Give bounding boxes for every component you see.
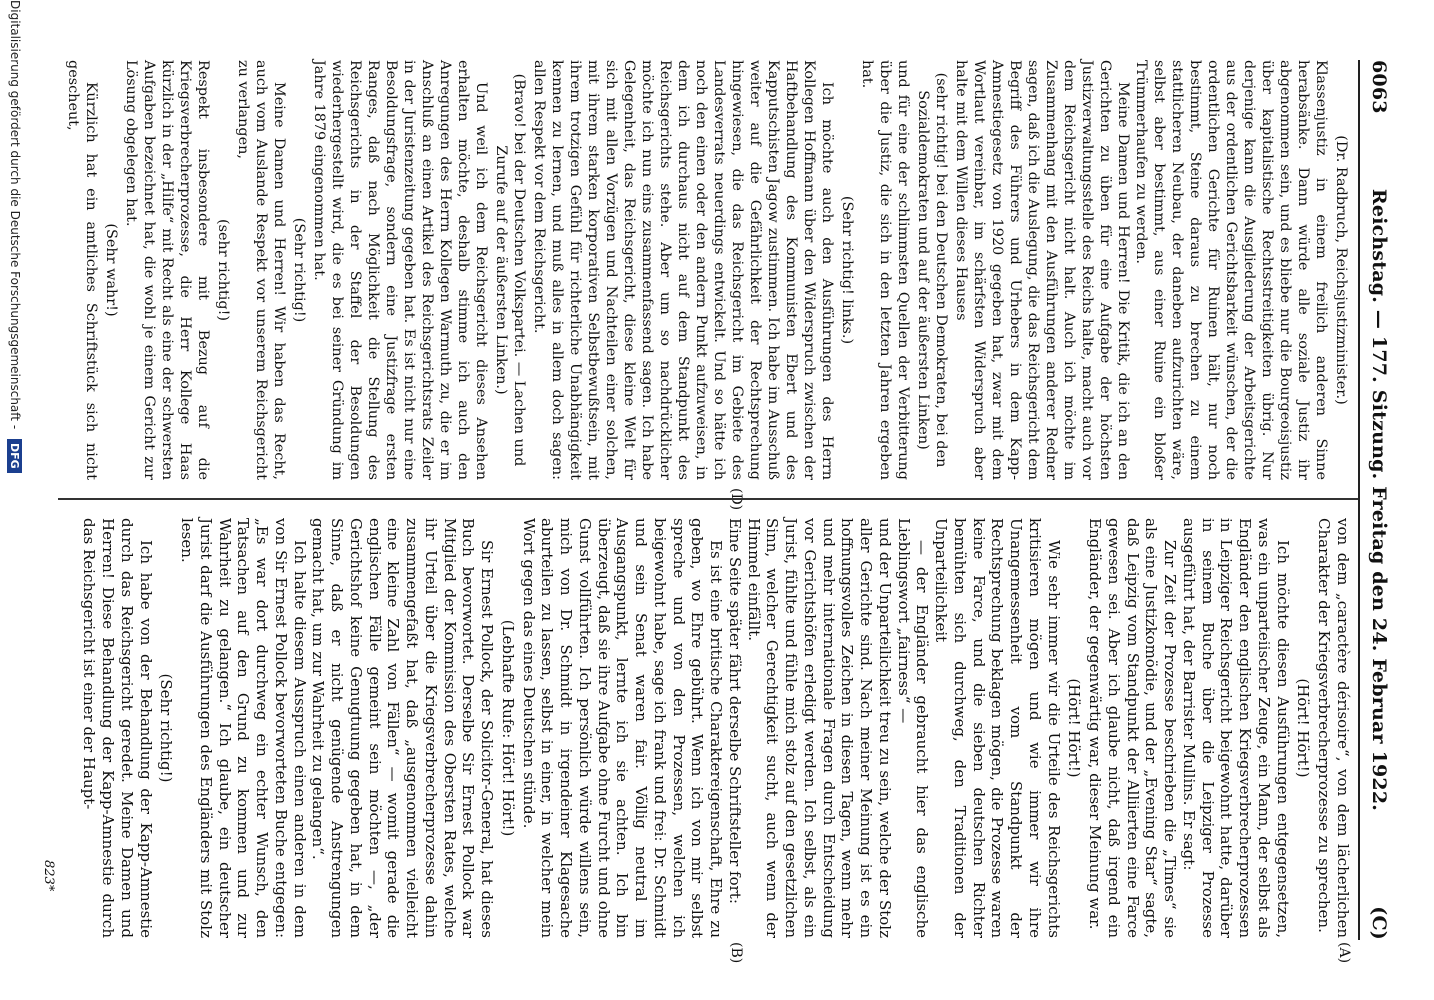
printer-signature: 823*: [41, 860, 56, 892]
paragraph: Klassenjustiz in einem freilich anderen Sinne herabsänke. Dann würde alle soziale Justiz ihr abgenommen sein, und es bliebe nur die Bourgeoisjustiz über kapitalistische Rechtsstreitigkeiten übrig. Nur derjenige kann die Ausgliederung der Arbeitsgerichte aus der ordentlichen Gerichtsbarkeit wünschen, der die ordentlichen Gerichte für Ruinen hält, nur noch bestimmt, Steine daraus zu brechen zu einem stattlicheren Neubau, der daneben aufzurichten wäre, selbst aber bestimmt, aus einer Ruine ein bloßer Trümmerhaufen zu werden.: [1133, 60, 1329, 480]
running-title: Reichstag. — 177. Sitzung. Freitag den 24. Februar 1922.: [1368, 188, 1390, 812]
digitization-footer: [0, 0, 22, 1000]
left-column: [64, 60, 1352, 480]
header-rule: [1358, 60, 1360, 940]
right-column: [80, 518, 1352, 938]
interjection: (Sehr richtig! links.): [839, 195, 855, 345]
quotation: und der Unparteilichkeit treu zu sein, welche der Stolz aller Gerichte sind. Nach meiner Meinung ist es ein hoffnungsvolles Zeichen in diesen Tagen, wenn mehr und mehr internationale Fragen durch Entscheidung vor Gerichtshöfen erledigt werden. Ich selbst, als ein Jurist, fühlte und fühle mich stolz auf den gesetzlichen Sinn, welcher Gerechtigkeit sucht, auch wenn der Himmel einfällt.: [744, 518, 894, 938]
paragraph: Und weil ich dem Reichsgericht dieses Ansehen erhalten möchte, deshalb stimme ich auch den Anregungen des Herrn Kollegen Warmuth zu, die er im Anschluß an einen Artikel des Reichsgerichtsrats Zeiler in der Juristenzeitung gegeben hat. Es ist nicht nur eine Besoldungsfrage, sondern eine Justizfrage ersten Ranges, daß nach Möglichkeit die Stellung des Reichsgerichts in der Staffel der Besoldungen wiederhergestellt wird, die es bei seiner Gründung im Jahre 1879 eingenommen hat.: [311, 60, 489, 480]
paragraph: Ich halte diesem Ausspruch einen anderen in dem von Sir Ernest Pollock bevorworteten Buche entgegen: „Es war dort durchweg ein echter Wunsch, den Tatsachen auf den Grund zu kommen und zur Wahrheit zu gelangen.“ Ich glaube, ein deutscher Jurist darf die Ausführungen des Engländers mit Stolz lesen.: [178, 518, 309, 938]
column-divider: [58, 498, 1358, 500]
interjection: (Sehr wahr!): [103, 223, 119, 317]
paragraph: Respekt insbesondere mit Bezug auf die Kriegsverbrecherprozesse, die Herr Kollege Haas kürzlich in der „Hilfe“ mit Recht als eine der schwersten Aufgaben bezeichnet hat, die wohl je einem Gericht zur Lösung obgelegen hat.: [123, 60, 211, 480]
page-number: 6063: [1368, 60, 1390, 114]
paragraph: von dem „caractère dérisoire“, von dem lächerlichen Charakter der Kriegsverbrecherprozesse zu sprechen.: [1315, 518, 1352, 938]
paragraph: Ich möchte diesen Ausführungen entgegensetzen, was ein unparteiischer Zeuge, ein Mann, der selbst als Engländer den englischen Kriegsverbrecherprozessen in Leipziger Reichsgericht beigewohnt hatte, darüber in seinem Buche über die Leipziger Prozesse ausgeführt hat, der Barrister Mullins. Er sagt:: [1180, 518, 1292, 938]
paragraph: Ich habe von der Behandlung der Kapp-Amnestie durch das Reichsgericht geredet. Meine Damen und Herren! Diese Behandlung der Kapp-Amnestie durch das Reichsgericht ist einer der Haupt-: [80, 518, 155, 938]
interjection: (Hört! Hört!): [1065, 678, 1084, 778]
margin-letter-c: (C): [1368, 906, 1390, 940]
quotation: Zur Zeit der Prozesse beschrieben die „Times“ sie als eine Justizkomödie, und der „Evening Star“ sagte, daß Leipzig vom Standpunkt der Alliierten eine Farce gewesen sei. Aber ich glaube nicht, daß irgend ein Engländer, der gegenwärtig war, dieser Meinung war.: [1086, 518, 1180, 938]
paragraph: Meine Damen und Herren! Wir haben das Recht, auch vom Auslande Respekt vor unserem Reichsgericht zu verlangen,: [235, 60, 287, 480]
paragraph: Sir Ernest Pollock, der Solicitor-General, hat dieses Buch bevorwortet. Derselbe Sir Ernest Pollock war Mitglied der Kommission des Obersten Rates, welche ihr Urteil über die Kriegsverbrecherprozesse dahin zusammengefaßt hat, daß „ausgenommen vielleicht eine kleine Zahl von Fällen“ — womit gerade die englischen Fälle gemeint sein möchten —, „der Gerichtshof keine Genugtuung gegeben hat, in dem Sinne, daß er nicht genügende Anstrengungen gemacht hat, um zur Wahrheit zu gelangen“.: [309, 518, 497, 938]
paragraph: und für eine der schlimmsten Quellen der Verbitterung über die Justiz, die sich in den letzten Jahren ergeben hat.: [859, 60, 911, 480]
footer-text: Digitalisierung gefördert durch die Deutsche Forschungsgemeinschaft -: [8, 0, 22, 430]
page-header: [1362, 60, 1392, 940]
interjection: (sehr richtig! bei den Deutschen Demokraten, bei den Sozialdemokraten und auf der äußersten Linken): [915, 72, 949, 468]
margin-letter-a: (A): [1336, 942, 1352, 964]
quotation: Wie sehr immer wir die Urteile des Reichsgerichts kritisieren mögen und wie immer wir ihre Unangemessenheit vom Standpunkt der Rechtsprechung beklagen mögen, die Prozesse waren keine Farce, und die sieben deutschen Richter bemühten sich durchweg, den Traditionen der Unparteilichkeit: [932, 518, 1063, 938]
interjection: (Hört! Hört!): [1294, 678, 1313, 778]
interjection: (sehr richtig!): [215, 218, 231, 322]
speaker-line: (Dr. Radbruch, Reichsjustizminister.): [1333, 135, 1349, 405]
paragraph: — der Engländer gebraucht hier das englische Lieblingswort „fairness“ —: [894, 518, 932, 938]
interjection: (Sehr richtig!): [157, 673, 176, 783]
interjection: (Bravo! bei der Deutschen Volkspartei. — Lachen und Zurufe auf der äußersten Linken.): [493, 73, 527, 467]
interjection: (Sehr richtig!): [291, 217, 307, 323]
dfg-logo: DFG: [7, 439, 22, 473]
interjection: (Lebhafte Rufe: Hört! Hört!): [499, 619, 517, 837]
paragraph: Kürzlich hat ein amtliches Schriftstück sich nicht gescheut,: [65, 60, 99, 480]
quotation: Es ist eine britische Charaktereigenschaft, Ehre zu geben, wo Ehre gebührt. Wenn ich von mir selbst spreche und von den Prozessen, welchen ich beigewohnt habe, sage ich frank und frei: Dr. Schmidt und sein Senat waren fair. Völlig neutral im Ausgangspunkt, lernte ich sie achten. Ich bin überzeugt, daß sie ihre Aufgabe ohne Furcht und ohne Gunst vollführten. Ich persönlich würde willens sein, mich von Dr. Schmidt in irgendeiner Klagesache aburteilen zu lassen, selbst in einer, in welcher mein Wort gegen das eines Deutschen stünde.: [519, 518, 726, 938]
paragraph: Eine Seite später fährt derselbe Schriftsteller fort:: [726, 518, 744, 904]
margin-letter-b: (B): [728, 942, 744, 964]
paragraph: Meine Damen und Herren! Die Kritik, die ich an den Gerichten zu üben für eine Aufgabe der höchsten Justizverwaltungsstelle des Reichs halte, macht auch vor dem Reichsgericht nicht halt. Auch ich möchte im Zusammenhang mit den Ausführungen anderer Redner sagen, daß ich die Auslegung, die das Reichsgericht dem Begriff des Führers und Urhebers in dem Kapp-Amnestiegesetz von 1920 gegeben hat, zwar mit dem Wortlaut vereinbar, im schärfsten Widerspruch aber halte mit dem Willen dieses Hauses: [953, 60, 1131, 480]
paragraph: Ich möchte auch den Ausführungen des Herrn Kollegen Hoffmann über den Widerspruch zwischen der Haftbehandlung des Kommunisten Ebert und des Kapputschisten Jagow zustimmen. Ich habe im Ausschuß weiter auf die Gefährlichkeit der Rechtsprechung hingewiesen, die das Reichsgericht im Gebiete des Landesverrats neuerdings entwickelt. Und so hätte ich noch den einen oder den andern Punkt aufzuweisen, in dem ich durchaus nicht auf dem Standpunkt des Reichsgerichts stehe. Aber um so nachdrücklicher möchte ich nun eins zusammenfassend sagen. Ich habe Gelegenheit, das Reichsgericht, diese kleine Welt für sich mit allen Vorzügen und Nachteilen einer solchen, mit ihrem starken korporativen Selbstbewußtsein, mit ihrem trotzigen Gefühl für richterliche Unabhängigkeit kennen zu lernen, und muß alles in allem doch sagen: allen Respekt vor dem Reichsgericht.: [531, 60, 835, 480]
